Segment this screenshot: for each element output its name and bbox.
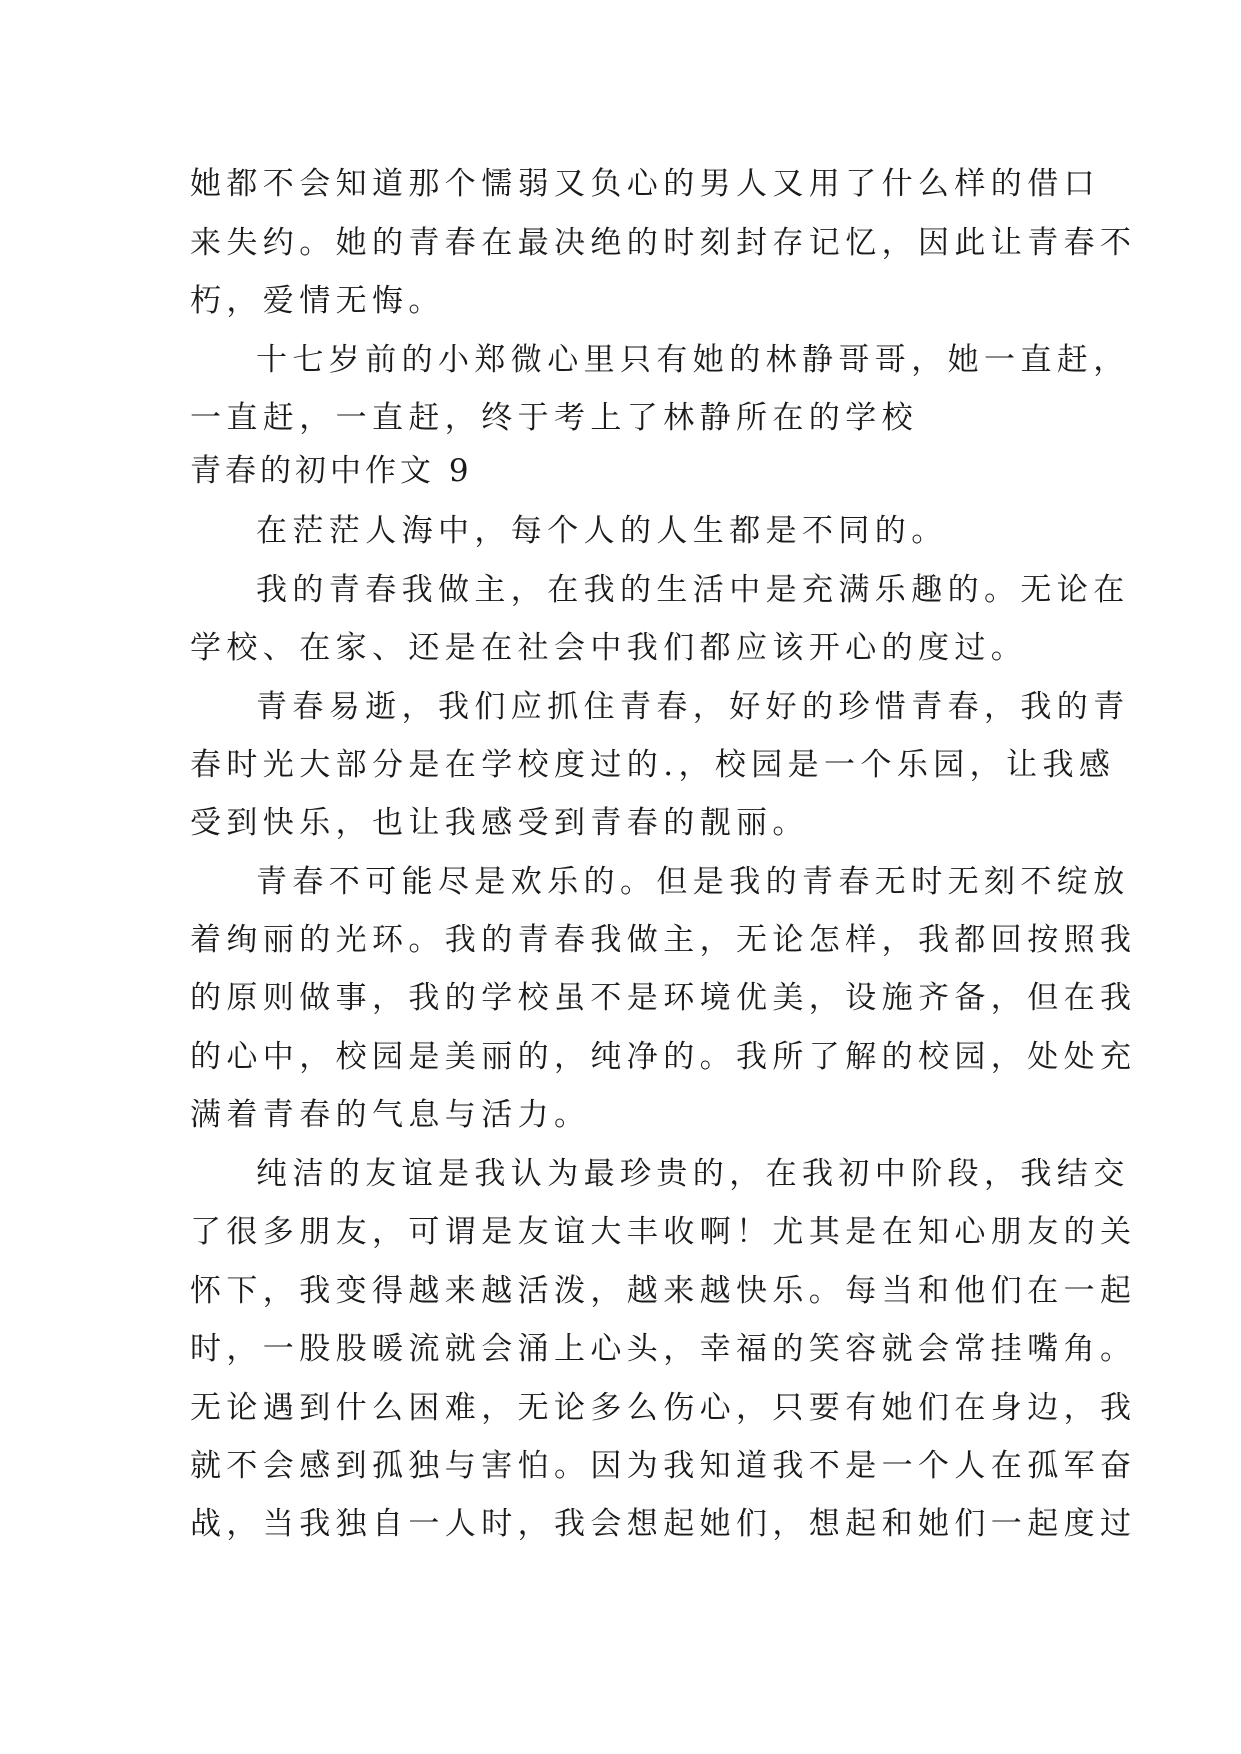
text-line: 学校、在家、还是在社会中我们都应该开心的度过。 — [190, 630, 1028, 666]
paragraph-first-line: 青春不可能尽是欢乐的。但是我的青春无时无刻不绽放 — [256, 864, 1130, 900]
text-line: 春时光大部分是在学校度过的.，校园是一个乐园，让我感 — [190, 747, 1116, 783]
paragraph-first-line: 十七岁前的小郑微心里只有她的林静哥哥，她一直赶， — [256, 342, 1130, 378]
text-line: 受到快乐，也让我感受到青春的靓丽。 — [190, 805, 809, 841]
text-line: 的原则做事，我的学校虽不是环境优美，设施齐备，但在我 — [190, 980, 1137, 1016]
text-line: 一直赶，一直赶，终于考上了林静所在的学校 — [190, 400, 918, 436]
text-line: 她都不会知道那个懦弱又负心的男人又用了什么样的借口 — [190, 166, 1100, 202]
text-line: 战，当我独自一人时，我会想起她们，想起和她们一起度过 — [190, 1506, 1137, 1542]
text-line: 来失约。她的青春在最决绝的时刻封存记忆，因此让青春不 — [190, 225, 1137, 261]
text-line: 时，一股股暖流就会涌上心头，幸福的笑容就会常挂嘴角。 — [190, 1331, 1137, 1367]
text-line: 怀下，我变得越来越活泼，越来越快乐。每当和他们在一起 — [190, 1273, 1137, 1309]
text-line: 了很多朋友，可谓是友谊大丰收啊！尤其是在知心朋友的关 — [190, 1214, 1137, 1250]
text-line: 着绚丽的光环。我的青春我做主，无论怎样，我都回按照我 — [190, 922, 1137, 958]
section-heading: 青春的初中作文 9 — [190, 453, 473, 489]
text-line: 的心中，校园是美丽的，纯净的。我所了解的校园，处处充 — [190, 1039, 1137, 1075]
text-line: 满着青春的气息与活力。 — [190, 1097, 591, 1133]
text-line: 朽，爱情无悔。 — [190, 283, 445, 319]
paragraph-first-line: 青春易逝，我们应抓住青春，好好的珍惜青春，我的青 — [256, 689, 1130, 725]
paragraph-first-line: 我的青春我做主，在我的生活中是充满乐趣的。无论在 — [256, 572, 1130, 608]
paragraph-first-line: 在茫茫人海中，每个人的人生都是不同的。 — [256, 513, 948, 549]
text-line: 就不会感到孤独与害怕。因为我知道我不是一个人在孤军奋 — [190, 1448, 1137, 1484]
text-line: 无论遇到什么困难，无论多么伤心，只要有她们在身边，我 — [190, 1390, 1137, 1426]
paragraph-first-line: 纯洁的友谊是我认为最珍贵的，在我初中阶段，我结交 — [256, 1156, 1130, 1192]
